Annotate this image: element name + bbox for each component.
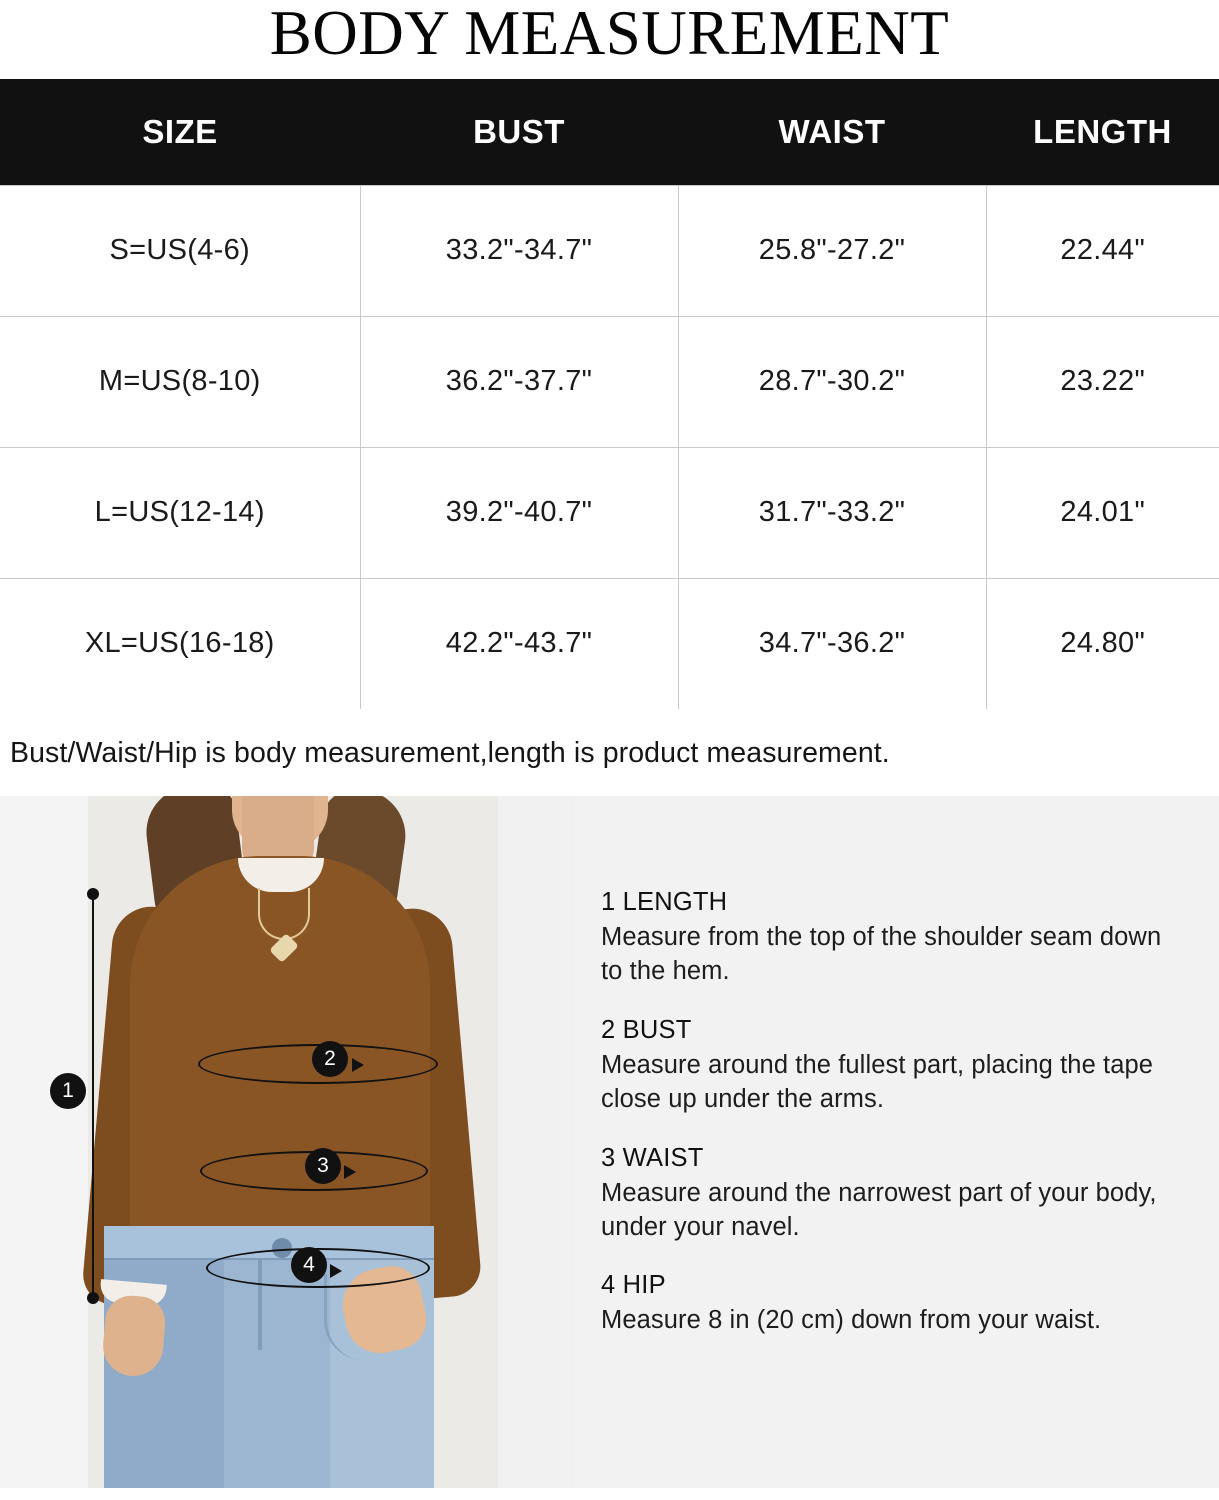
cell-bust: 36.2"-37.7"	[360, 316, 678, 447]
instruction-waist	[601, 1144, 1179, 1245]
cell-length: 22.44"	[986, 185, 1219, 316]
page-title: BODY MEASUREMENT	[269, 0, 950, 68]
instruction-text: Measure around the fullest part, placing the tape close up under the arms.	[601, 1050, 1154, 1113]
table-row	[0, 578, 1219, 709]
size-measurement-table	[0, 79, 1219, 709]
column-header-bust: BUST	[360, 79, 678, 185]
instruction-length	[601, 888, 1179, 989]
instruction-text: Measure from the top of the shoulder seam down to the hem.	[601, 923, 1162, 985]
length-measure-line	[92, 894, 94, 1298]
marker-badge-1: 1	[50, 1073, 86, 1109]
cell-length: 24.80"	[986, 578, 1219, 709]
table-row	[0, 447, 1219, 578]
length-line-bottom-dot	[87, 1292, 99, 1304]
cell-size: M=US(8-10)	[0, 316, 360, 447]
measurement-note: Bust/Waist/Hip is body measurement,length is product measurement.	[10, 737, 890, 769]
instruction-heading: 2 BUST	[601, 1015, 692, 1044]
waist-arrow-icon	[344, 1165, 356, 1179]
marker-badge-4: 4	[291, 1247, 327, 1283]
cell-size: L=US(12-14)	[0, 447, 360, 578]
table-row	[0, 316, 1219, 447]
table-row	[0, 185, 1219, 316]
cell-bust: 33.2"-34.7"	[360, 185, 678, 316]
instruction-heading: 3 WAIST	[601, 1143, 704, 1172]
column-header-waist: WAIST	[678, 79, 986, 185]
instruction-hip	[601, 1271, 1179, 1338]
marker-badge-2: 2	[312, 1041, 348, 1077]
marker-badge-3: 3	[305, 1148, 341, 1184]
cell-waist: 31.7"-33.2"	[678, 447, 986, 578]
cell-size: XL=US(16-18)	[0, 578, 360, 709]
measurement-guide-panel	[0, 796, 1219, 1488]
column-header-length: LENGTH	[986, 79, 1219, 185]
photo-bg-left	[0, 796, 96, 1488]
cell-waist: 25.8"-27.2"	[678, 185, 986, 316]
cell-bust: 42.2"-43.7"	[360, 578, 678, 709]
cell-waist: 28.7"-30.2"	[678, 316, 986, 447]
column-header-size: SIZE	[0, 79, 360, 185]
instruction-text: Measure 8 in (20 cm) down from your waist.	[601, 1306, 1102, 1335]
cell-waist: 34.7"-36.2"	[678, 578, 986, 709]
bust-arrow-icon	[352, 1058, 364, 1072]
cell-size: S=US(4-6)	[0, 185, 360, 316]
instructions-pane	[575, 796, 1219, 1488]
necklace-chain-icon	[258, 888, 310, 940]
instruction-bust	[601, 1016, 1179, 1117]
model-illustration	[0, 796, 575, 1488]
table-header-row	[0, 79, 1219, 185]
cell-length: 24.01"	[986, 447, 1219, 578]
cell-bust: 39.2"-40.7"	[360, 447, 678, 578]
model-photo	[0, 796, 575, 1488]
hip-arrow-icon	[330, 1264, 342, 1278]
cell-length: 23.22"	[986, 316, 1219, 447]
instruction-text: Measure around the narrowest part of your body, under your navel.	[601, 1178, 1157, 1241]
instruction-heading: 1 LENGTH	[601, 888, 728, 916]
photo-bg-right	[497, 796, 575, 1488]
instruction-heading: 4 HIP	[601, 1271, 666, 1300]
